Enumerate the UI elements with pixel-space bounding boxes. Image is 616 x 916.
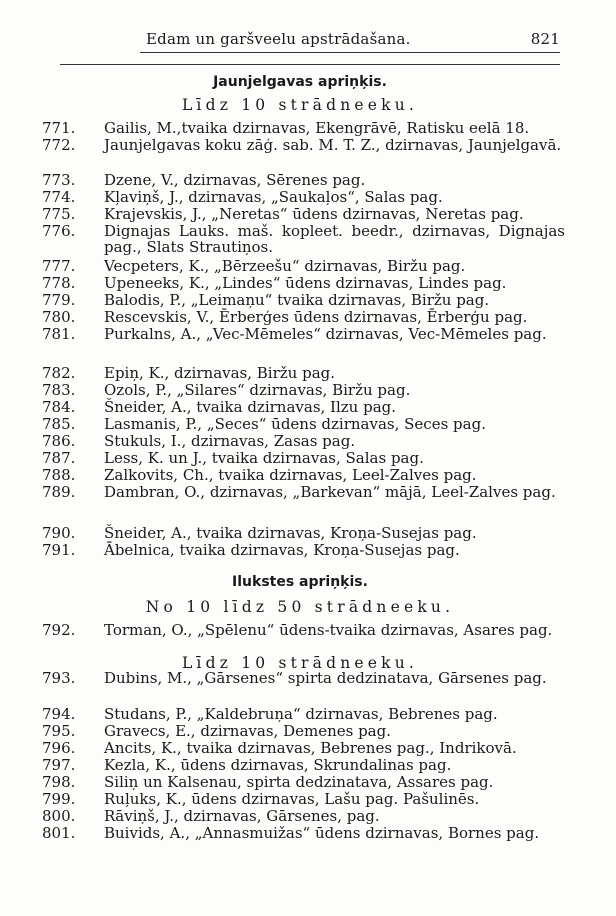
list-item [40, 670, 565, 686]
list-item [40, 309, 565, 325]
entry-number: 775. [42, 205, 76, 223]
list-item [40, 774, 565, 790]
entry-number: 797. [42, 756, 76, 774]
entry-text: Purkalns, A., „Vec-Mēmeles“ dzirnavas, Vec-Mēmeles pag. [104, 325, 547, 343]
entry-text: Dambran, O., dzirnavas, „Barkevan“ mājā, Leel-Zalves pag. [104, 483, 556, 501]
entry-number: 785. [42, 415, 76, 433]
list-item [40, 326, 565, 342]
list-item [40, 223, 565, 256]
list-item [40, 120, 565, 136]
list-item [40, 808, 565, 824]
entry-number: 779. [42, 291, 76, 309]
list-item [40, 275, 565, 291]
entry-number: 792. [42, 621, 76, 639]
entry-number: 778. [42, 274, 76, 292]
entry-text: Upeneeks, K., „Lindes“ ūdens dzirnavas, Lindes pag. [104, 274, 507, 292]
section-subheading: Līdz 10 strādneeku. [181, 654, 419, 672]
entry-text: Kezla, K., ūdens dzirnavas, Skrundalinas pag. [104, 756, 452, 774]
list-item [40, 172, 565, 188]
list-item [40, 189, 565, 205]
entry-number: 772. [42, 136, 76, 154]
entry-number: 801. [42, 824, 76, 842]
entry-text: Šneider, A., tvaika dzirnavas, Kroņa-Susejas pag. [104, 524, 477, 542]
entry-text: Kļaviņš, J., dzirnavas, „Saukaļos“, Salas pag. [104, 188, 443, 206]
list-item [40, 525, 565, 541]
entry-text: Dignajas Lauks. maš. kopleet. beedr., dzirnavas, Dignajas pag., Slats Strautiņos. [104, 222, 565, 257]
entry-number: 784. [42, 398, 76, 416]
entry-number: 771. [42, 119, 76, 137]
entry-number: 790. [42, 524, 76, 542]
section-subheading: No 10 līdz 50 strādneeku. [145, 598, 455, 616]
entry-number: 798. [42, 773, 76, 791]
section-heading: Ilukstes apriņķis. [232, 574, 368, 590]
header-rule-lower [60, 64, 560, 65]
header-rule [140, 52, 560, 53]
entry-text: Dzene, V., dzirnavas, Sērenes pag. [104, 171, 366, 189]
entry-text: Krajevskis, J., „Neretas“ ūdens dzirnavas, Neretas pag. [104, 205, 524, 223]
entry-number: 782. [42, 364, 76, 382]
page-number: 821 [530, 30, 560, 48]
list-item [40, 206, 565, 222]
entry-text: Šneider, A., tvaika dzirnavas, Ilzu pag. [104, 398, 397, 416]
entry-number: 800. [42, 807, 76, 825]
entry-text: Lasmanis, P., „Seces“ ūdens dzirnavas, Seces pag. [104, 415, 486, 433]
list-item [40, 622, 565, 638]
entry-text: Torman, O., „Spēlenu“ ūdens-tvaika dzirnavas, Asares pag. [104, 621, 553, 639]
entry-number: 791. [42, 541, 76, 559]
entry-number: 776. [42, 222, 76, 240]
entry-text: Buivids, A., „Annasmuižas“ ūdens dzirnavas, Bornes pag. [104, 824, 540, 842]
list-item [40, 416, 565, 432]
entry-text: Ancits, K., tvaika dzirnavas, Bebrenes pag., Indrikovā. [104, 739, 517, 757]
list-item [40, 484, 565, 500]
entry-number: 783. [42, 381, 76, 399]
entry-text: Siliņ un Kalsenau, spirta dedzinatava, Assares pag. [104, 773, 494, 791]
entry-text: Gravecs, E., dzirnavas, Demenes pag. [104, 722, 391, 740]
running-header [140, 30, 560, 52]
entry-text: Ruļuks, K., ūdens dzirnavas, Lašu pag. Pašulinēs. [104, 790, 480, 808]
list-item [40, 433, 565, 449]
entry-number: 796. [42, 739, 76, 757]
header-title: Edam un garšveelu apstrādašana. [146, 30, 411, 48]
section-heading: Jaunjelgavas apriņķis. [213, 74, 387, 90]
list-item [40, 791, 565, 807]
entry-number: 788. [42, 466, 76, 484]
list-item [40, 292, 565, 308]
list-item [40, 542, 565, 558]
entry-text: Vecpeters, K., „Bērzeešu“ dzirnavas, Biržu pag. [104, 257, 466, 275]
list-item [40, 399, 565, 415]
entry-text: Balodis, P., „Leimaņu“ tvaika dzirnavas, Biržu pag. [104, 291, 490, 309]
entry-number: 787. [42, 449, 76, 467]
entry-number: 789. [42, 483, 76, 501]
entry-number: 777. [42, 257, 76, 275]
entry-number: 786. [42, 432, 76, 450]
list-item [40, 757, 565, 773]
section-subheading: Līdz 10 strādneeku. [181, 96, 419, 114]
entry-number: 780. [42, 308, 76, 326]
entry-text: Jaunjelgavas koku zāģ. sab. M. T. Z., dzirnavas, Jaunjelgavā. [104, 136, 562, 154]
entry-text: Gailis, M.,tvaika dzirnavas, Ekengrāvē, Ratisku eelā 18. [104, 119, 530, 137]
entry-number: 781. [42, 325, 76, 343]
entry-text: Stukuls, I., dzirnavas, Zasas pag. [104, 432, 356, 450]
entry-text: Ozols, P., „Silares“ dzirnavas, Biržu pag. [104, 381, 411, 399]
entry-text: Dubins, M., „Gārsenes“ spirta dedzinatava, Gārsenes pag. [104, 669, 547, 687]
entry-number: 794. [42, 705, 76, 723]
entry-text: Zalkovits, Ch., tvaika dzirnavas, Leel-Zalves pag. [104, 466, 477, 484]
list-item [40, 706, 565, 722]
entry-text: Less, K. un J., tvaika dzirnavas, Salas pag. [104, 449, 424, 467]
entry-number: 795. [42, 722, 76, 740]
list-item [40, 258, 565, 274]
list-item [40, 723, 565, 739]
entry-number: 774. [42, 188, 76, 206]
entry-number: 799. [42, 790, 76, 808]
entry-text: Rescevskis, V., Ērberģes ūdens dzirnavas, Ērberģu pag. [104, 308, 528, 326]
list-item [40, 137, 565, 153]
entry-number: 793. [42, 669, 76, 687]
list-item [40, 365, 565, 381]
list-item [40, 450, 565, 466]
entry-text: Studans, P., „Kaldebruņa“ dzirnavas, Bebrenes pag. [104, 705, 498, 723]
list-item [40, 740, 565, 756]
entry-text: Rāviņš, J., dzirnavas, Gārsenes, pag. [104, 807, 380, 825]
entry-text: Epiņ, K., dzirnavas, Biržu pag. [104, 364, 336, 382]
list-item [40, 382, 565, 398]
entry-text: Ābelnica, tvaika dzirnavas, Kroņa-Susejas pag. [104, 541, 460, 559]
list-item [40, 467, 565, 483]
entry-number: 773. [42, 171, 76, 189]
list-item [40, 825, 565, 841]
